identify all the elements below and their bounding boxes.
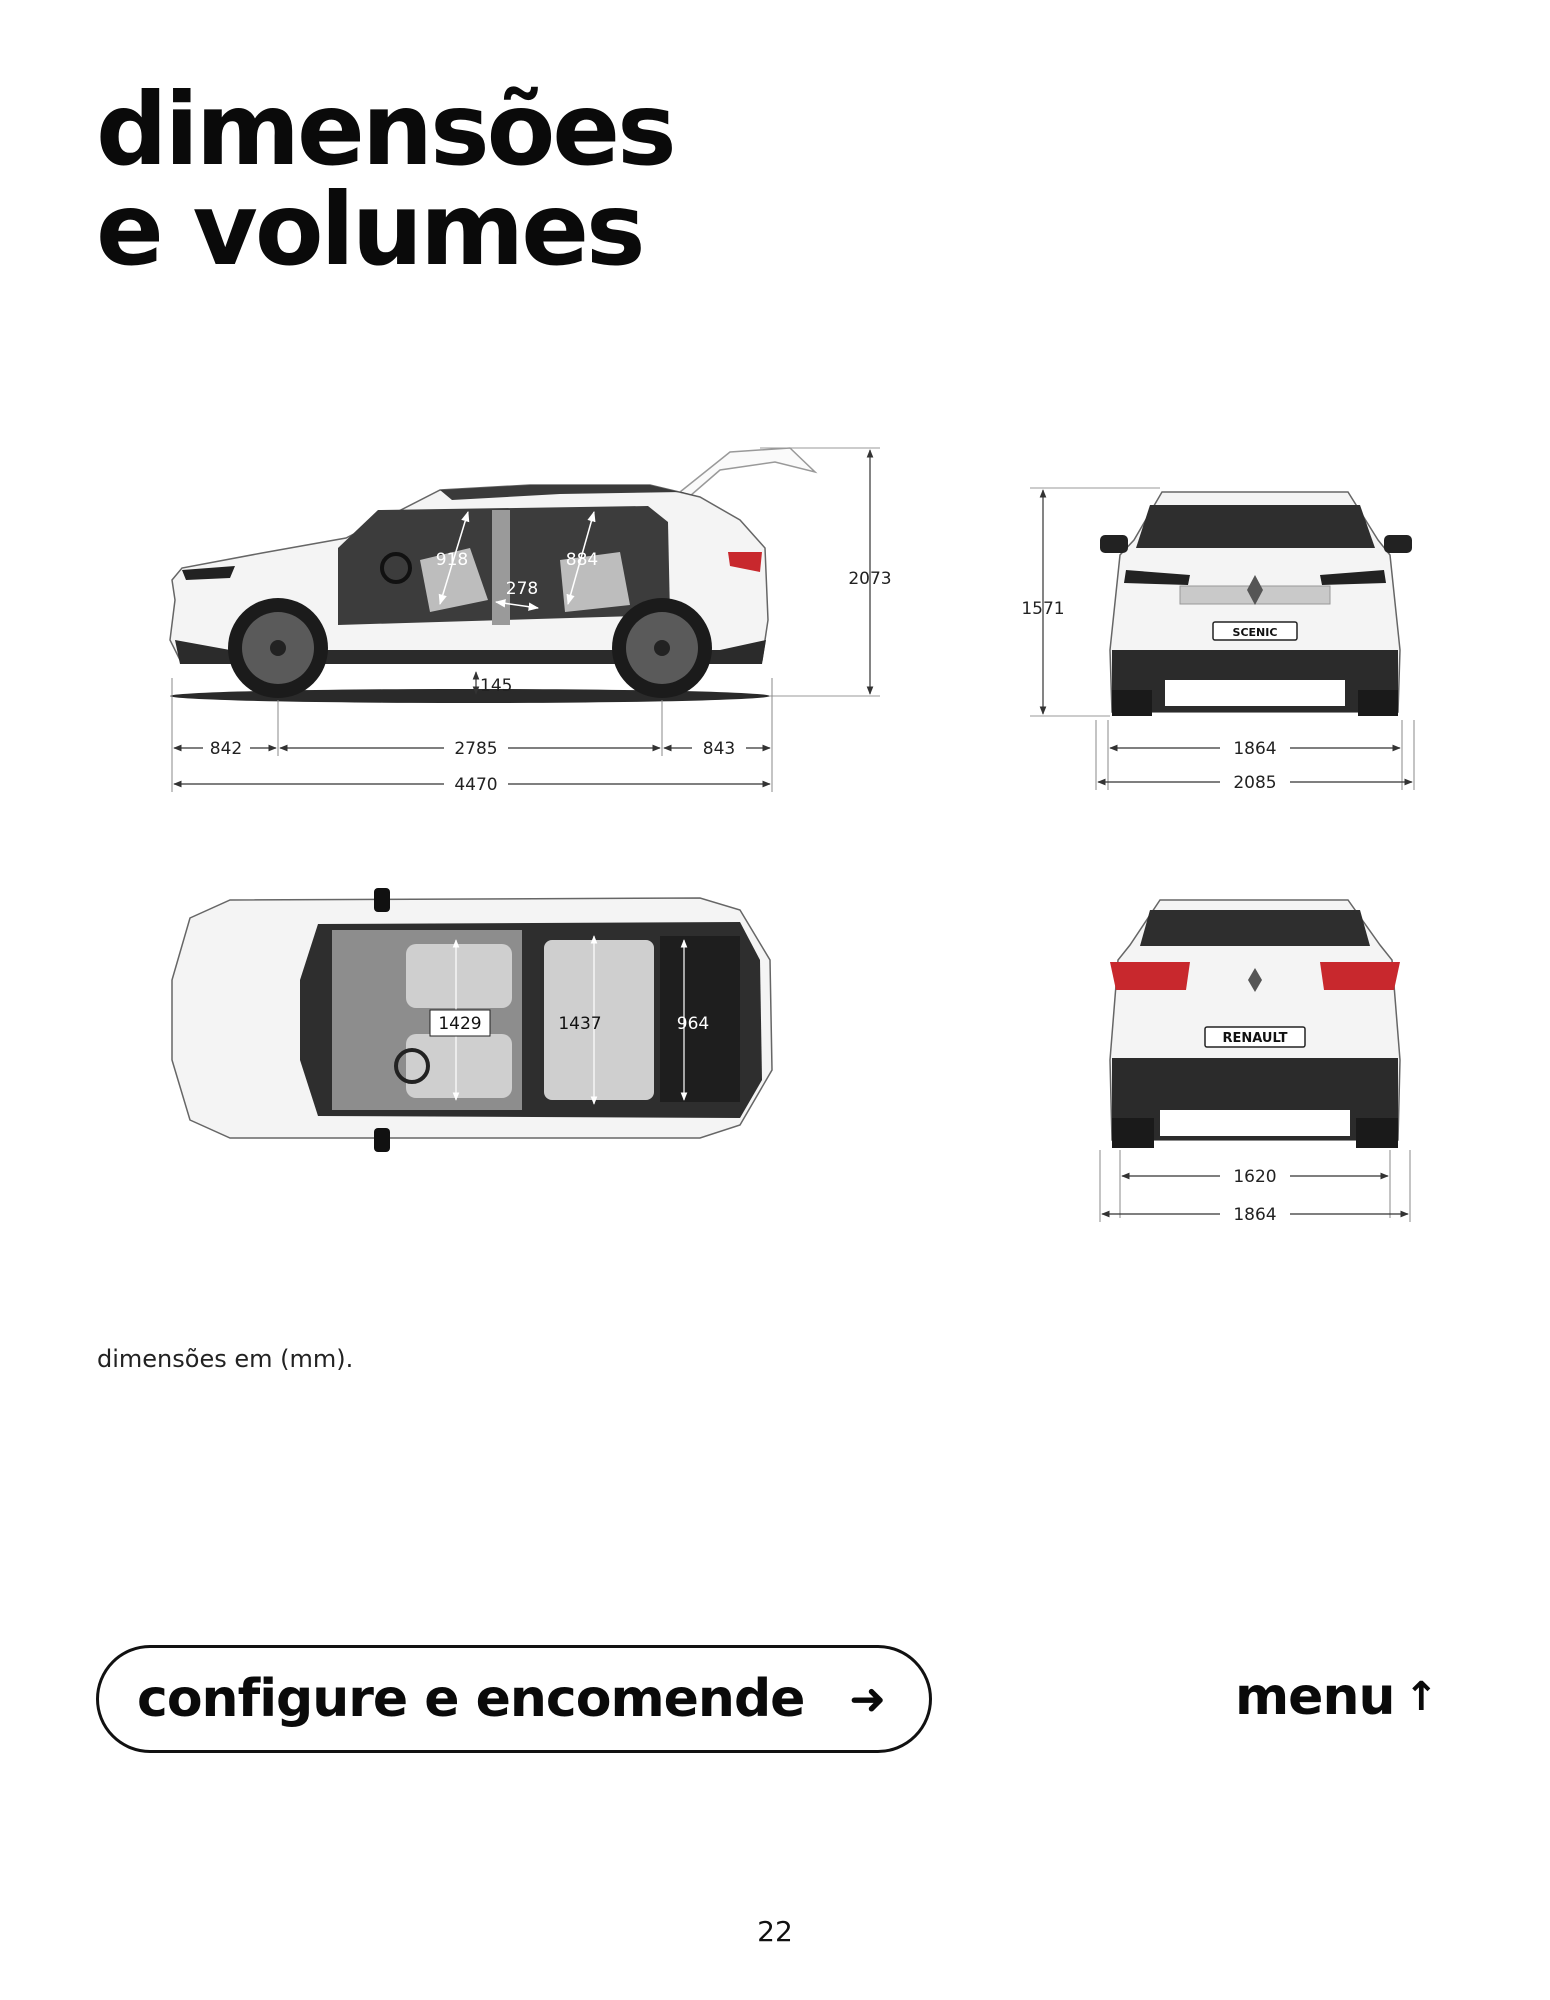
arrow-right-icon: ➜: [849, 1673, 885, 1725]
title-line-1: dimensões: [96, 71, 674, 188]
b-pillar: [492, 510, 510, 625]
front-overhang-label: 842: [209, 739, 243, 759]
rear-view: [1100, 900, 1410, 1225]
arrow-up-icon: ↑: [1404, 1674, 1438, 1720]
top-view: [172, 888, 772, 1152]
side-view: [170, 448, 892, 795]
mirror-width-label: 2085: [1233, 773, 1277, 793]
units-note: dimensões em (mm).: [97, 1345, 354, 1373]
rear-window: [1140, 910, 1370, 946]
rear-elbow-width-label: 1437: [558, 1014, 602, 1034]
tailgate-height-label: 2073: [848, 569, 892, 589]
front-height-label: 1571: [1021, 599, 1065, 619]
title-line-2: e volumes: [96, 171, 643, 288]
front-body-width-label: 1864: [1233, 739, 1277, 759]
left-tyre-front: [1112, 690, 1152, 716]
rear-width-label: 1864: [1233, 1205, 1277, 1225]
left-mirror: [1100, 535, 1128, 553]
ground-clearance-label: 145: [480, 676, 513, 696]
rear-badge: RENAULT: [1222, 1031, 1288, 1046]
front-right-seat: [406, 1034, 512, 1098]
overall-length-label: 4470: [454, 775, 498, 795]
right-tyre-front: [1358, 690, 1398, 716]
front-elbow-width-label: 1429: [438, 1014, 482, 1034]
front-headroom-label: 918: [435, 550, 469, 570]
front-badge: SCENIC: [1232, 626, 1278, 639]
right-mirror: [1384, 535, 1412, 553]
rear-headroom-label: 884: [565, 550, 599, 570]
left-tyre-rear: [1112, 1118, 1154, 1148]
lower-intake: [1165, 680, 1345, 706]
right-mirror-top: [374, 1128, 390, 1152]
configure-order-label: configure e encomende: [137, 1669, 805, 1729]
front-left-seat: [406, 944, 512, 1008]
configure-order-button[interactable]: [96, 1645, 932, 1753]
left-mirror-top: [374, 888, 390, 912]
knee-room-label: 278: [505, 579, 539, 599]
front-view: [1021, 488, 1414, 793]
right-tail-light: [1320, 962, 1400, 990]
rear-wheel: [612, 598, 712, 698]
right-tyre-rear: [1356, 1118, 1398, 1148]
rear-lower: [1160, 1110, 1350, 1136]
menu-link[interactable]: [1235, 1662, 1437, 1732]
front-wheel: [228, 598, 328, 698]
boot-length-label: 964: [676, 1014, 710, 1034]
rear-overhang-label: 843: [702, 739, 736, 759]
left-tail-light: [1110, 962, 1190, 990]
windshield: [1136, 505, 1375, 548]
open-tailgate: [680, 448, 815, 496]
rear-track-label: 1620: [1233, 1167, 1277, 1187]
wheelbase-label: 2785: [454, 739, 498, 759]
page-number: 22: [757, 1915, 793, 1948]
menu-label: menu: [1235, 1667, 1395, 1727]
